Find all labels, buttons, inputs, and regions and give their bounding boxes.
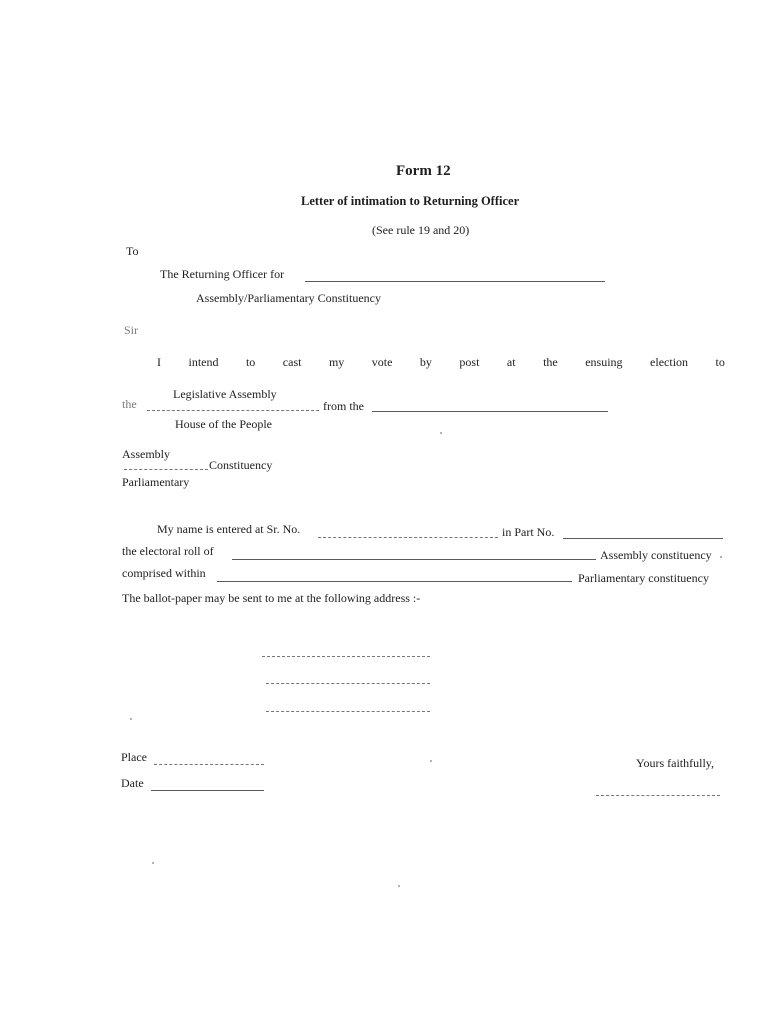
returning-officer-blank[interactable] [305,281,605,282]
legislative-assembly-option: Legislative Assembly [173,387,277,401]
assembly-option: Assembly [122,447,170,461]
electoral-roll-blank[interactable] [232,559,596,560]
address-line-3[interactable] [266,711,430,712]
word: intend [188,355,219,369]
election-type-blank[interactable] [147,410,319,411]
word: by [419,355,432,369]
returning-officer-label: The Returning Officer for [160,267,285,281]
scan-speck [430,760,432,762]
part-number-blank[interactable] [563,538,723,539]
constituency-label: Assembly/Parliamentary Constituency [196,291,381,305]
form-subtitle: Letter of intimation to Returning Officer [301,194,520,208]
form-title: Form 12 [396,163,451,179]
to-label: To [126,244,139,258]
date-blank[interactable] [151,790,264,791]
name-entered-label: My name is entered at Sr. No. [157,522,301,536]
parliamentary-option: Parliamentary [122,475,190,489]
intend-line [157,355,725,369]
word: at [506,355,516,369]
word: post [459,355,480,369]
date-label: Date [121,776,144,790]
word: I [157,355,161,369]
scan-speck [152,862,154,864]
scan-speck [720,556,722,558]
parliamentary-constituency-label: Parliamentary constituency [578,571,709,585]
rule-reference: (See rule 19 and 20) [372,223,470,237]
scan-speck [398,885,400,887]
constituency-label: Constituency [209,458,273,472]
scan-speck [130,718,132,720]
assembly-constituency-label: Assembly constituency [600,548,712,562]
ballot-address-label: The ballot-paper may be sent to me at the following address :- [122,591,421,605]
place-blank[interactable] [154,764,264,765]
the-label: the [122,397,137,411]
word: vote [371,355,393,369]
part-number-label: in Part No. [502,525,555,539]
electoral-roll-label: the electoral roll of [122,544,214,558]
scan-speck [440,432,442,434]
address-line-2[interactable] [266,683,430,684]
word: cast [282,355,302,369]
comprised-within-blank[interactable] [217,581,572,582]
word: ensuing [585,355,623,369]
from-the-label: from the [323,399,364,413]
salutation: Sir [124,323,139,337]
constituency-blank[interactable] [124,469,208,470]
word: my [328,355,345,369]
word: to [245,355,256,369]
word: election [650,355,689,369]
serial-number-blank[interactable] [318,537,498,538]
closing-text: Yours faithfully, [636,756,715,770]
word: the [543,355,558,369]
word: to [715,355,725,369]
house-of-people-option: House of the People [175,417,272,431]
place-label: Place [121,750,147,764]
from-the-blank[interactable] [372,411,608,412]
signature-blank[interactable] [596,795,720,796]
address-line-1[interactable] [262,656,430,657]
comprised-within-label: comprised within [122,566,206,580]
